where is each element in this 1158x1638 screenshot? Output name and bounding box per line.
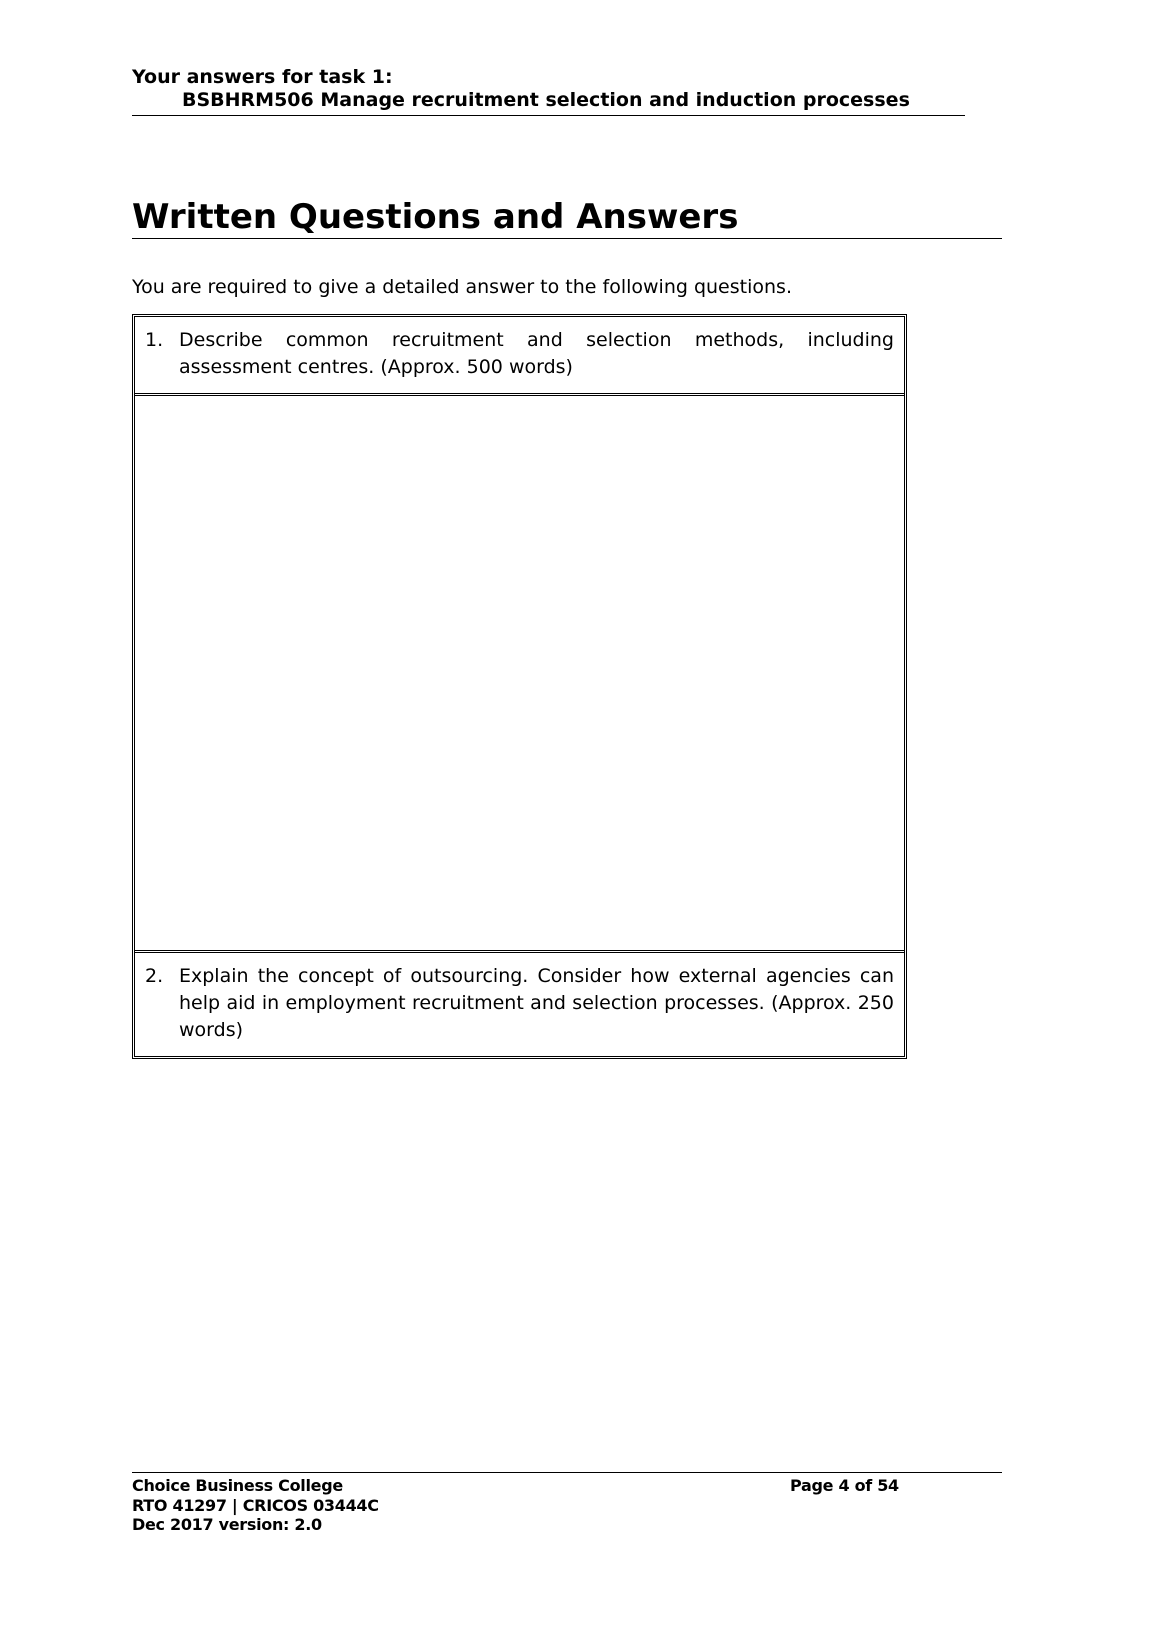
header-task-label: Your answers for task 1: <box>132 66 393 88</box>
answer-row <box>135 396 904 953</box>
page-title: Written Questions and Answers <box>132 196 1002 239</box>
footer-version: Dec 2017 version: 2.0 <box>132 1515 322 1534</box>
header-unit-title: BSBHRM506 Manage recruitment selection and induction processes <box>182 89 910 111</box>
question-row <box>135 317 904 396</box>
page-number: Page 4 of 54 <box>790 1476 899 1495</box>
question-number: 2. <box>145 965 164 987</box>
questions-table <box>132 314 907 1059</box>
page-footer <box>132 1472 1002 1535</box>
footer-college: Choice Business College <box>132 1476 343 1495</box>
question-row <box>135 953 904 1056</box>
page-header <box>132 66 965 116</box>
question-text: Explain the concept of outsourcing. Consider how external agencies can help aid in employment recruitment and selection processes. (Approx. 250 words) <box>179 965 894 1041</box>
answer-field[interactable] <box>135 396 904 953</box>
question-text: Describe common recruitment and selection methods, including assessment centres. (Approx. 500 words) <box>179 329 894 378</box>
intro-text: You are required to give a detailed answer to the following questions. <box>132 276 792 298</box>
footer-rto: RTO 41297 | CRICOS 03444C <box>132 1495 379 1515</box>
question-number: 1. <box>145 329 164 351</box>
